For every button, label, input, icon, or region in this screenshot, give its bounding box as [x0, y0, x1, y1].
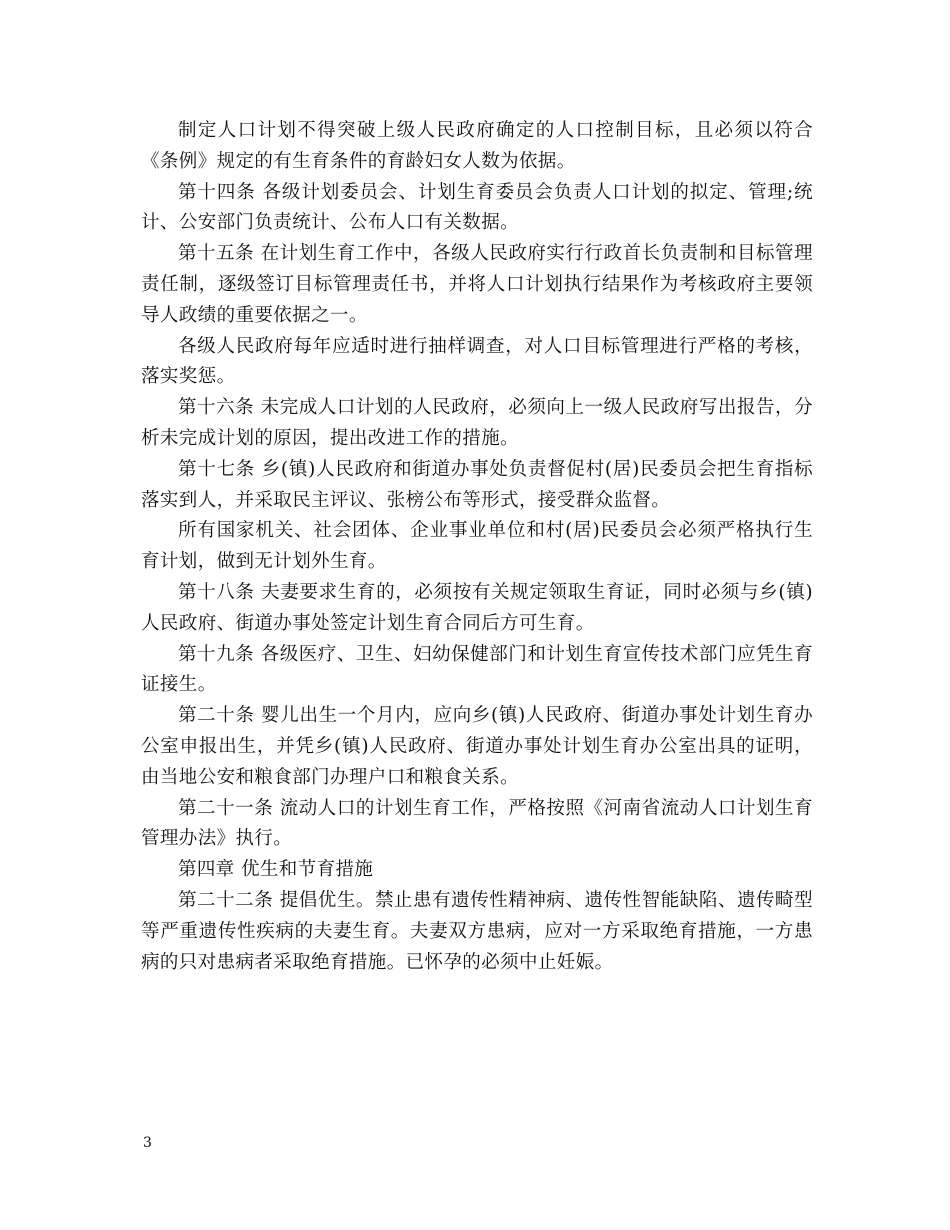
paragraph-article-17: 第十七条 乡(镇)人民政府和街道办事处负责督促村(居)民委员会把生育指标落实到人，并采取民主评议、张榜公布等形式，接受群众监督。	[141, 458, 813, 511]
paragraph-article-14: 第十四条 各级计划委员会、计划生育委员会负责人口计划的拟定、管理;统计、公安部门负责统计、公布人口有关数据。	[141, 181, 813, 234]
paragraph-article-21: 第二十一条 流动人口的计划生育工作，严格按照《河南省流动人口计划生育管理办法》执行。	[141, 797, 813, 850]
paragraph-article-19: 第十九条 各级医疗、卫生、妇幼保健部门和计划生育宣传技术部门应凭生育证接生。	[141, 643, 813, 696]
paragraph-article-18: 第十八条 夫妻要求生育的，必须按有关规定领取生育证，同时必须与乡(镇)人民政府、街道办事处签定计划生育合同后方可生育。	[141, 581, 813, 634]
paragraph-article-20: 第二十条 婴儿出生一个月内，应向乡(镇)人民政府、街道办事处计划生育办公室申报出生，并凭乡(镇)人民政府、街道办事处计划生育办公室出具的证明，由当地公安和粮食部门办理户口和粮食关系。	[141, 705, 813, 788]
paragraph-all-units-compliance: 所有国家机关、社会团体、企业事业单位和村(居)民委员会必须严格执行生育计划，做到无计划外生育。	[141, 520, 813, 573]
paragraph-article-22: 第二十二条 提倡优生。禁止患有遗传性精神病、遗传性智能缺陷、遗传畸型等严重遗传性疾病的夫妻生育。夫妻双方患病，应对一方采取绝育措施，一方患病的只对患病者采取绝育措施。已怀孕的必须中止妊娠。	[141, 889, 813, 973]
paragraph-sampling-survey: 各级人民政府每年应适时进行抽样调查，对人口目标管理进行严格的考核，落实奖惩。	[141, 335, 813, 388]
paragraph-population-plan-limit: 制定人口计划不得突破上级人民政府确定的人口控制目标，且必须以符合《条例》规定的有生育条件的育龄妇女人数为依据。	[141, 120, 813, 172]
page-number: 3	[143, 1135, 152, 1151]
paragraph-article-16: 第十六条 未完成人口计划的人民政府，必须向上一级人民政府写出报告，分析未完成计划的原因，提出改进工作的措施。	[141, 397, 813, 449]
document-body	[141, 116, 813, 978]
chapter-heading: 第四章 优生和节育措施	[178, 859, 374, 881]
paragraph-article-15: 第十五条 在计划生育工作中，各级人民政府实行行政首长负责制和目标管理责任制，逐级签订目标管理责任书，并将人口计划执行结果作为考核政府主要领导人政绩的重要依据之一。	[141, 243, 813, 326]
